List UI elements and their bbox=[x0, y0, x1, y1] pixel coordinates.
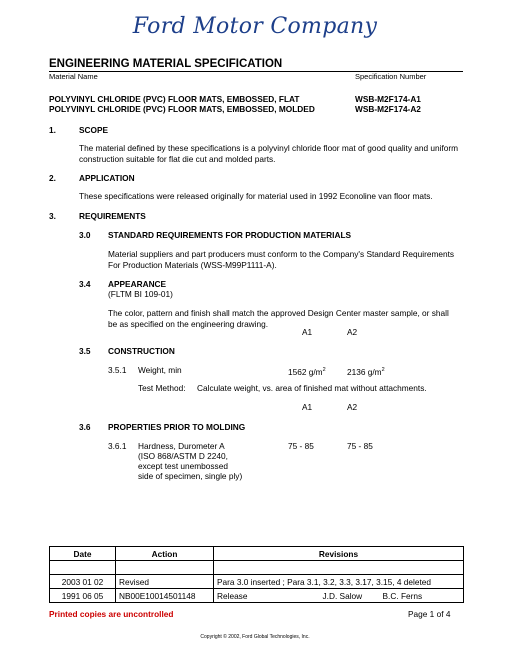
hardness-a1-value: 75 - 85 bbox=[288, 441, 314, 451]
requirements-heading: REQUIREMENTS bbox=[79, 211, 146, 221]
scope-text-line-1: The material defined by these specifications is a polyvinyl chloride floor mat of good quality and uniform bbox=[79, 143, 459, 153]
release-engineer: J.D. Salow bbox=[322, 590, 363, 601]
material-name-label: Material Name bbox=[49, 72, 98, 81]
section-3-0-line-1: Material suppliers and part producers must conform to the Company's Standard Requirements bbox=[108, 249, 455, 259]
row-action: Revised bbox=[116, 575, 214, 589]
item-3-6-1-number: 3.6.1 bbox=[108, 441, 127, 451]
revision-header-row bbox=[50, 547, 464, 561]
section-3-0-heading: STANDARD REQUIREMENTS FOR PRODUCTION MATERIALS bbox=[108, 230, 352, 240]
ford-logo: Ford Motor Company bbox=[132, 14, 378, 39]
header-action: Action bbox=[116, 547, 214, 561]
table-row-empty bbox=[50, 561, 464, 575]
section-3-4-line-1: The color, pattern and finish shall match the approved Design Center master sample, or shall bbox=[108, 308, 449, 318]
material-name-1: POLYVINYL CHLORIDE (PVC) FLOOR MATS, EMBOSSED, FLAT bbox=[49, 94, 300, 104]
section-3-4-heading: APPEARANCE bbox=[108, 279, 167, 289]
test-method-label: Test Method: bbox=[138, 383, 186, 393]
header-date: Date bbox=[50, 547, 116, 561]
scope-number: 1. bbox=[49, 125, 56, 135]
table-row bbox=[50, 575, 464, 589]
section-3-4-ref: (FLTM BI 109-01) bbox=[108, 289, 173, 299]
weight-a1-value: 1562 $g/m^2$ bbox=[288, 366, 326, 377]
item-3-5-1-number: 3.5.1 bbox=[108, 365, 127, 375]
section-3-6-heading: PROPERTIES PRIOR TO MOLDING bbox=[108, 422, 246, 432]
hardness-line-2: (ISO 868/ASTM D 2240, bbox=[138, 451, 228, 461]
section-3-5-heading: CONSTRUCTION bbox=[108, 346, 175, 356]
section-3-0-line-2: For Production Materials (WSS-M99P1111-A). bbox=[108, 260, 277, 270]
scope-text-line-2: construction suitable for flat die cut and molded parts. bbox=[79, 154, 276, 164]
header-revisions: Revisions bbox=[214, 547, 464, 561]
row-date: 2003 01 02 bbox=[50, 575, 116, 589]
test-method-text: Calculate weight, vs. area of finished mat without attachments. bbox=[197, 383, 427, 393]
document-title: ENGINEERING MATERIAL SPECIFICATION bbox=[49, 58, 283, 70]
revision-table bbox=[49, 546, 464, 603]
application-heading: APPLICATION bbox=[79, 173, 135, 183]
hardness-line-1: Hardness, Durometer A bbox=[138, 441, 225, 451]
section-3-0-number: 3.0 bbox=[79, 230, 91, 240]
column-a1-label-2: A1 bbox=[302, 402, 313, 412]
row-revisions: Para 3.0 inserted ; Para 3.1, 3.2, 3.3, 3.17, 3.15, 4 deleted bbox=[214, 575, 464, 589]
hardness-line-3: except test unembossed bbox=[138, 461, 228, 471]
weight-a2-value: 2136 $g/m^2$ bbox=[347, 366, 385, 377]
section-3-4-line-2: be as specified on the engineering drawing. bbox=[108, 319, 269, 329]
section-3-6-number: 3.6 bbox=[79, 422, 91, 432]
uncontrolled-notice: Printed copies are uncontrolled bbox=[49, 609, 174, 619]
scope-heading: SCOPE bbox=[79, 125, 109, 135]
section-3-5-number: 3.5 bbox=[79, 346, 91, 356]
table-row bbox=[50, 589, 464, 603]
hardness-a2-value: 75 - 85 bbox=[347, 441, 373, 451]
column-a2-label-2: A2 bbox=[347, 402, 358, 412]
column-a2-label: A2 bbox=[347, 327, 358, 337]
row-action: NB00E10014501148 bbox=[116, 589, 214, 603]
application-number: 2. bbox=[49, 173, 56, 183]
copyright: Copyright © 2002, Ford Global Technologies, Inc. bbox=[200, 634, 310, 640]
material-name-2: POLYVINYL CHLORIDE (PVC) FLOOR MATS, EMBOSSED, MOLDED bbox=[49, 104, 315, 114]
spec-number-1: WSB-M2F174-A1 bbox=[355, 94, 421, 104]
column-a1-label: A1 bbox=[302, 327, 313, 337]
spec-number-2: WSB-M2F174-A2 bbox=[355, 104, 421, 114]
section-3-4-number: 3.4 bbox=[79, 279, 91, 289]
application-text: These specifications were released originally for material used in 1992 Econoline van floor mats. bbox=[79, 191, 433, 201]
requirements-number: 3. bbox=[49, 211, 56, 221]
release-approver: B.C. Ferns bbox=[382, 590, 423, 601]
item-3-5-1-label: Weight, min bbox=[138, 365, 182, 375]
page-number: Page 1 of 4 bbox=[408, 609, 451, 619]
hardness-line-4: side of specimen, single ply) bbox=[138, 471, 243, 481]
row-date: 1991 06 05 bbox=[50, 589, 116, 603]
row-revisions: Release J.D. Salow B.C. Ferns bbox=[214, 589, 464, 603]
spec-number-label: Specification Number bbox=[355, 72, 427, 81]
